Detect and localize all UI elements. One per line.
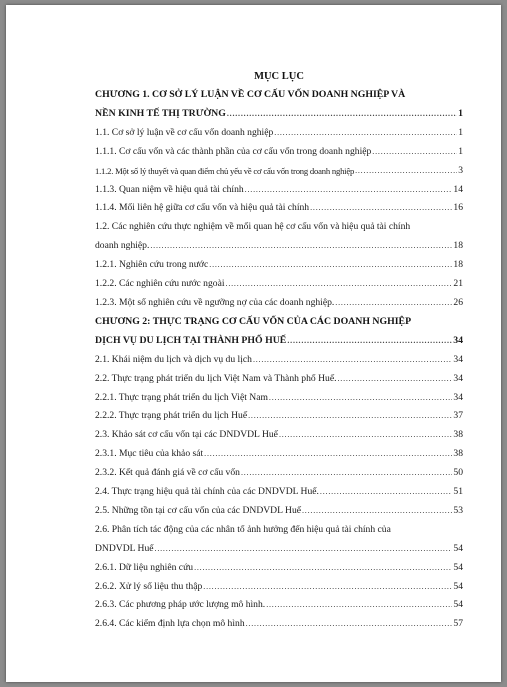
page-number: 37 — [453, 410, 463, 422]
page-number: 51 — [453, 486, 463, 498]
chapter-2-heading: CHƯƠNG 2: THỰC TRẠNG CƠ CẤU VỐN CỦA CÁC DOANH NGHIỆP — [95, 315, 412, 327]
page-number: 16 — [453, 202, 463, 214]
toc-entry-label: doanh nghiệp. — [95, 240, 150, 252]
dot-leader — [246, 615, 453, 634]
dot-leader — [266, 596, 452, 615]
toc-entry[interactable] — [95, 294, 463, 313]
chapter-2-title-line2: DỊCH VỤ DU LỊCH TẠI THÀNH PHỐ HUẾ — [95, 334, 287, 346]
toc-entry[interactable] — [95, 143, 463, 162]
toc-entry-label: DNDVDL Huế — [95, 542, 154, 554]
page-number: 18 — [453, 240, 463, 252]
dot-leader — [372, 143, 457, 162]
page-number: 21 — [453, 278, 463, 290]
page-number: 26 — [453, 296, 463, 308]
toc-entry[interactable] — [95, 275, 463, 294]
toc-entry-label: 1.2.2. Các nghiên cứu nước ngoài — [95, 278, 225, 290]
toc-entry-label: 2.1. Khái niệm du lịch và dịch vụ du lịch — [95, 353, 252, 365]
chapter-1-entry[interactable] — [95, 105, 463, 124]
page-number: 38 — [453, 429, 463, 441]
toc-entry-label: 2.6.3. Các phương pháp ước lượng mô hình. — [95, 599, 266, 611]
page-number: 54 — [453, 599, 463, 611]
document-page — [6, 5, 501, 682]
page-number: 34 — [453, 353, 463, 365]
dot-leader — [274, 124, 457, 143]
toc-entry-label: 1.1.4. Mối liên hệ giữa cơ cấu vốn và hiệu quả tài chính — [95, 202, 310, 214]
page-number: 34 — [453, 334, 463, 346]
toc-entry-label: 1.1.1. Cơ cấu vốn và các thành phần của cơ cấu vốn trong doanh nghiệp — [95, 145, 372, 157]
dot-leader — [194, 559, 452, 578]
page-number: 54 — [453, 561, 463, 573]
dot-leader — [203, 578, 452, 597]
page-number: 38 — [453, 448, 463, 460]
page-number: 3 — [458, 164, 463, 176]
page-number: 50 — [453, 467, 463, 479]
toc-entry[interactable] — [95, 124, 463, 143]
toc-entry-label: 1.1.2. Một số lý thuyết và quan điểm chủ yếu về cơ cấu vốn trong doanh nghiệp — [95, 165, 355, 176]
toc-entry-label: 2.6.4. Các kiểm định lựa chọn mô hình — [95, 618, 245, 630]
page-number: 18 — [453, 259, 463, 271]
toc-entry-2-6-line1: 2.6. Phân tích tác động của các nhân tố ảnh hưởng đến hiệu quả tài chính của — [95, 523, 391, 535]
toc-entry-label: 2.3.2. Kết quả đánh giá về cơ cấu vốn — [95, 467, 240, 479]
page-number: 34 — [453, 391, 463, 403]
dot-leader — [279, 426, 452, 445]
toc-entry-label: 2.6.1. Dữ liệu nghiên cứu — [95, 561, 194, 573]
page-number: 34 — [453, 372, 463, 384]
toc-entry-label: 2.4. Thực trạng hiệu quả tài chính của các DNDVDL Huế. — [95, 486, 319, 498]
toc-entry-label: 1.2.1. Nghiên cứu trong nước — [95, 259, 209, 271]
dot-leader — [355, 162, 457, 181]
toc-entry[interactable] — [95, 162, 463, 181]
dot-leader — [227, 105, 457, 124]
dot-leader — [302, 502, 452, 521]
toc-entry[interactable] — [95, 426, 463, 445]
dot-leader — [253, 351, 452, 370]
toc-entry-label: 2.3. Khảo sát cơ cấu vốn tại các DNDVDL Huế — [95, 429, 278, 441]
page-number: 1 — [458, 145, 463, 157]
toc-entry[interactable] — [95, 445, 463, 464]
toc-entry[interactable] — [95, 199, 463, 218]
toc-entry-label: 2.2.1. Thực trạng phát triển du lịch Việt Nam — [95, 391, 268, 403]
toc-entry[interactable] — [95, 370, 463, 389]
toc-entry-label: 2.3.1. Mục tiêu của khảo sát — [95, 448, 204, 460]
toc-entry[interactable] — [95, 502, 463, 521]
dot-leader — [335, 294, 452, 313]
toc-entry[interactable] — [95, 559, 463, 578]
page-number: 53 — [453, 504, 463, 516]
toc-entry[interactable] — [95, 407, 463, 426]
toc-entry-label: 2.2. Thực trạng phát triển du lịch Việt Nam và Thành phố Huế. — [95, 372, 337, 384]
dot-leader — [155, 540, 453, 559]
toc-entry-label: 1.1.3. Quan niệm về hiệu quả tài chính — [95, 183, 244, 195]
page-number: 54 — [453, 580, 463, 592]
dot-leader — [337, 370, 452, 389]
toc-entry[interactable] — [95, 181, 463, 200]
page-number: 1 — [458, 126, 463, 138]
dot-leader — [226, 275, 453, 294]
dot-leader — [248, 407, 452, 426]
dot-leader — [245, 181, 453, 200]
dot-leader — [320, 483, 452, 502]
toc-entry-2-6[interactable] — [95, 540, 463, 559]
dot-leader — [287, 332, 452, 351]
dot-leader — [150, 237, 452, 256]
toc-entry[interactable] — [95, 351, 463, 370]
toc-entry-label: 2.5. Những tồn tại cơ cấu vốn của các DNDVDL Huế — [95, 504, 301, 516]
toc-entry[interactable] — [95, 596, 463, 615]
table-of-contents — [95, 70, 463, 634]
toc-title: MỤC LỤC — [254, 71, 304, 82]
toc-entry[interactable] — [95, 464, 463, 483]
dot-leader — [241, 464, 452, 483]
toc-entry[interactable] — [95, 483, 463, 502]
dot-leader — [204, 445, 452, 464]
toc-entry[interactable] — [95, 389, 463, 408]
toc-entry[interactable] — [95, 615, 463, 634]
dot-leader — [269, 389, 452, 408]
toc-entry-1-2[interactable] — [95, 237, 463, 256]
page-number: 54 — [453, 542, 463, 554]
toc-entry-label: 2.6.2. Xử lý số liệu thu thập — [95, 580, 203, 592]
dot-leader — [310, 199, 452, 218]
toc-entry[interactable] — [95, 256, 463, 275]
chapter-1-title-line2: NỀN KINH TẾ THỊ TRƯỜNG — [95, 107, 226, 119]
page-number: 1 — [458, 107, 463, 119]
toc-entry[interactable] — [95, 578, 463, 597]
toc-entry-label: 1.1. Cơ sở lý luận về cơ cấu vốn doanh nghiệp — [95, 126, 274, 138]
page-number: 14 — [453, 183, 463, 195]
chapter-1-heading: CHƯƠNG 1. CƠ SỞ LÝ LUẬN VỀ CƠ CẤU VỐN DOANH NGHIỆP VÀ — [95, 89, 406, 100]
page-number: 57 — [453, 618, 463, 630]
dot-leader — [209, 256, 452, 275]
chapter-2-entry[interactable] — [95, 332, 463, 351]
toc-entry-1-2-line1: 1.2. Các nghiên cứu thực nghiệm về mối quan hệ cơ cấu vốn và hiệu quả tài chính — [95, 221, 411, 233]
toc-entry-label: 2.2.2. Thực trạng phát triển du lịch Huế — [95, 410, 248, 422]
toc-entry-label: 1.2.3. Một số nghiên cứu về ngưỡng nợ của các doanh nghiệp. — [95, 296, 335, 308]
